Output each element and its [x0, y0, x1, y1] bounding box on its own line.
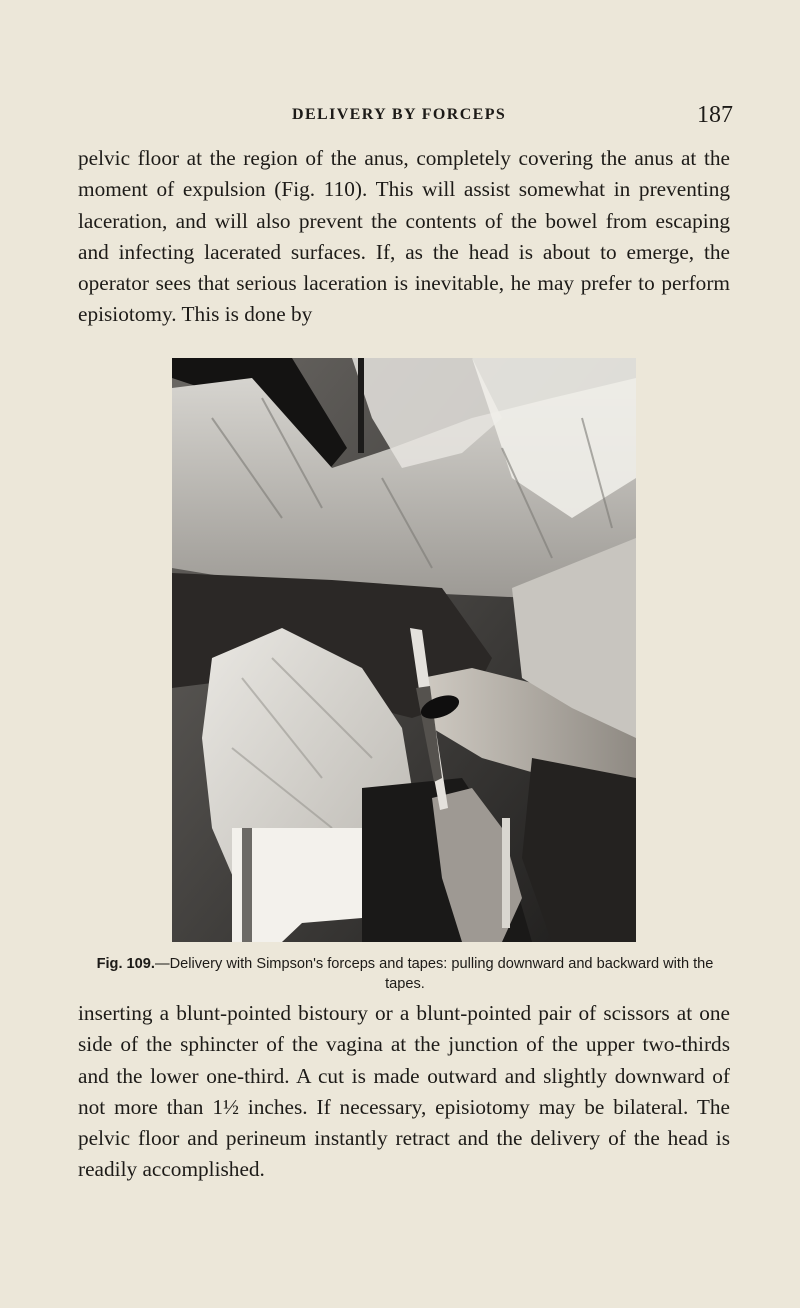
running-title: DELIVERY BY FORCEPS: [292, 106, 507, 123]
figure-caption-text: —Delivery with Simpson's forceps and tapes: pulling downward and backward with the tapes.: [154, 956, 714, 992]
running-head: [0, 102, 800, 130]
page-number: 187: [697, 102, 733, 128]
body-paragraph-bottom: inserting a blunt-pointed bistoury or a blunt-pointed pair of scissors at one side of the sphincter of the vagina at the junction of the upper two-thirds and the lower one-third. A cut is made outward and slightly downward of not more than 1½ inches. If necessary, episiotomy may be bilateral. The pelvic floor and perineum instantly retract and the delivery of the head is readily accomplished.: [78, 1001, 730, 1182]
figure-label: Fig. 109.: [96, 956, 155, 972]
forceps-delivery-photo-illustration: [172, 358, 636, 942]
body-paragraph-top: pelvic floor at the region of the anus, completely covering the anus at the moment of expulsion (Fig. 110). This will assist somewhat in preventing laceration, and will also prevent the contents of the bowel from escaping and infecting lacerated surfaces. If, as the head is about to emerge, the operator sees that serious laceration is inevitable, he may prefer to perform episiotomy. This is done by: [78, 146, 730, 327]
figure-photograph: [172, 358, 636, 942]
figure-caption: [96, 954, 714, 994]
